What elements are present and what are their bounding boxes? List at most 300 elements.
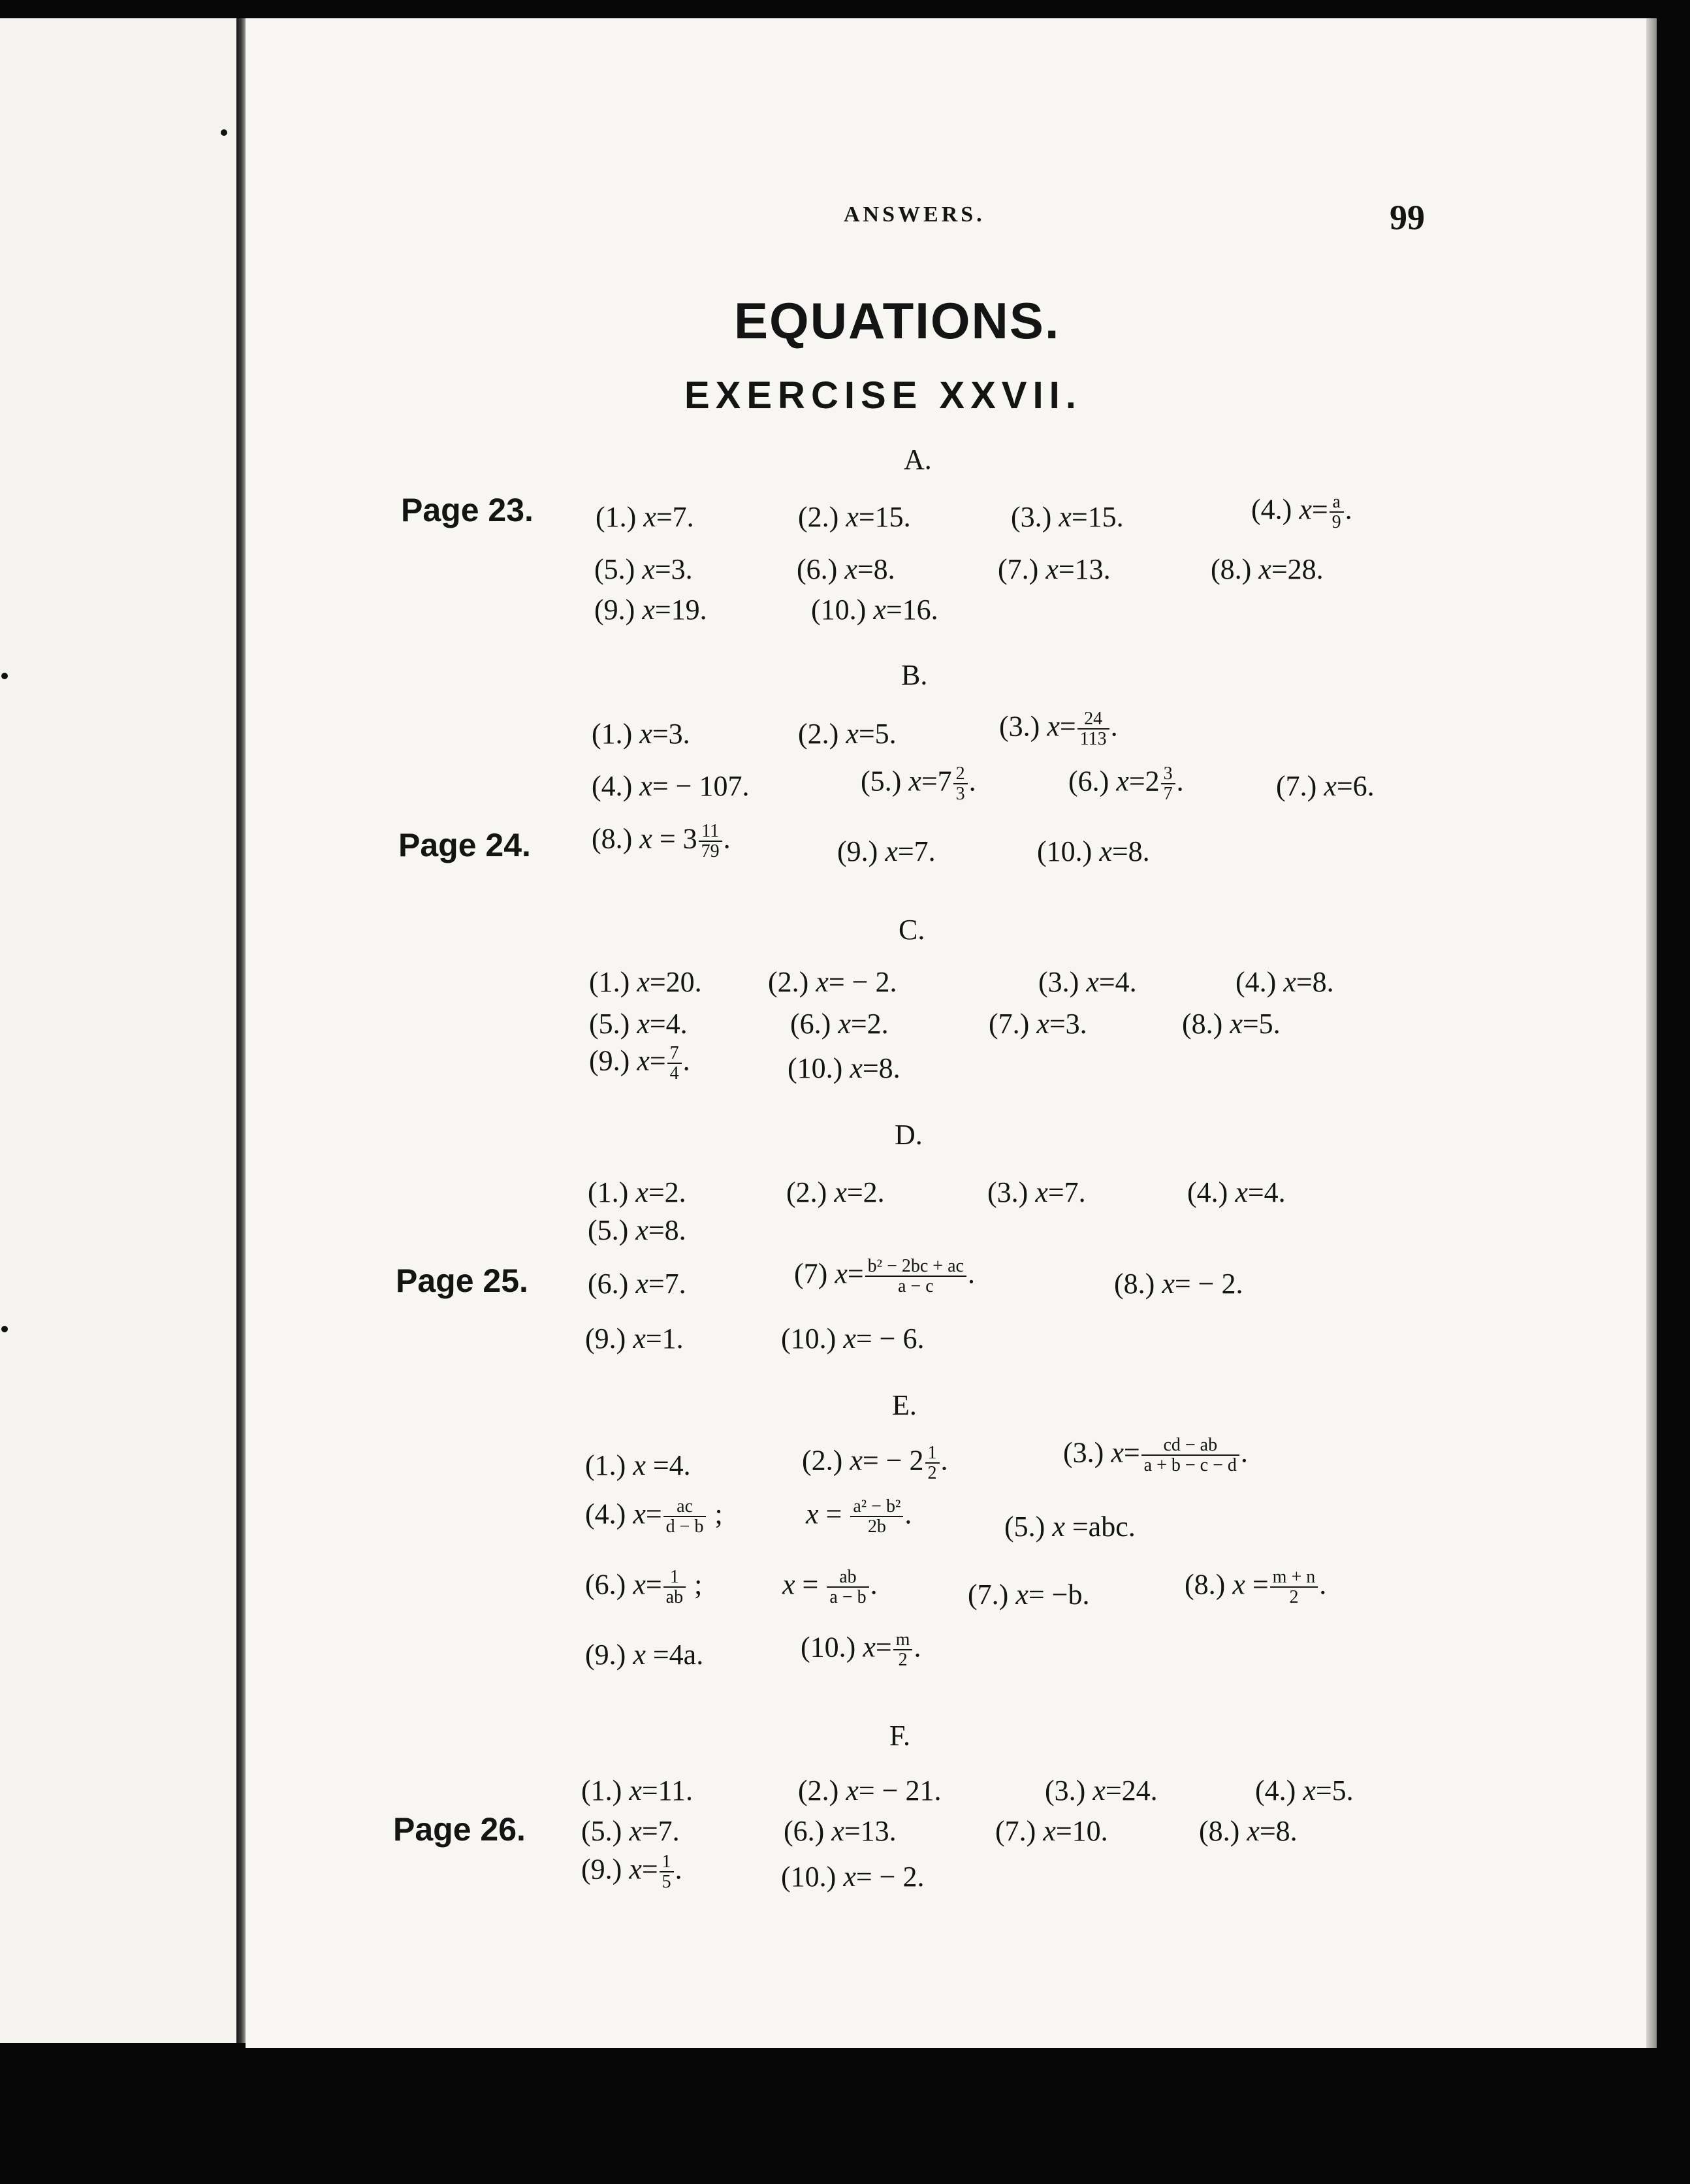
answer-value: 8.: [873, 553, 895, 585]
answer-number: (8.): [592, 822, 640, 855]
answer-number: (8.): [1199, 1815, 1247, 1847]
answer-value: 3: [682, 822, 697, 855]
answer-number: (7.): [998, 553, 1046, 585]
answer: [1276, 769, 1375, 803]
answer-value: 3.: [671, 553, 693, 585]
variable: x: [885, 835, 898, 867]
answer: [589, 1007, 688, 1040]
variable: x: [1092, 1774, 1106, 1807]
answer-value: 15.: [874, 501, 911, 533]
answer-value: − 2.: [872, 1861, 925, 1893]
answer-punctuation: .: [1345, 493, 1352, 526]
page-number: 99: [1390, 198, 1425, 237]
page-reference-label: Page 25.: [396, 1262, 528, 1299]
variable: x: [635, 1268, 648, 1300]
answer-value: 4.: [665, 1008, 688, 1040]
fraction: [663, 1497, 707, 1537]
numerator: 11: [699, 822, 722, 842]
answer-value: 7.: [664, 1268, 686, 1300]
denominator: 3: [955, 784, 965, 805]
answer-value: 8.: [1312, 966, 1334, 998]
numerator: b² − 2bc + ac: [865, 1257, 966, 1277]
page-edge: [1646, 18, 1657, 2048]
variable: x: [844, 553, 857, 585]
variable: x: [908, 765, 921, 797]
facing-page: [0, 18, 240, 2043]
equals-sign: =: [1028, 1579, 1045, 1611]
fraction: [827, 1567, 869, 1607]
answer-value: 4a.: [669, 1639, 704, 1671]
answer-number: (3.): [1011, 501, 1059, 533]
equals-sign: =: [1049, 1008, 1066, 1040]
variable: x: [639, 822, 652, 855]
answer-number: (6.): [784, 1815, 832, 1847]
equals-sign: =: [1296, 966, 1313, 998]
equals-sign: =: [1098, 966, 1115, 998]
answer-number: (6.): [588, 1268, 636, 1300]
answer-value: 20.: [665, 966, 702, 998]
denominator: 4: [669, 1063, 679, 1084]
answer-punctuation: .: [682, 1044, 690, 1077]
answer: [1068, 764, 1184, 804]
equals-sign: =: [1259, 1815, 1276, 1847]
fraction: [1330, 492, 1344, 532]
answer-number: (4.): [1236, 966, 1284, 998]
fraction: [865, 1257, 966, 1296]
answer-number: (6.): [797, 553, 845, 585]
equals-sign: =: [885, 594, 902, 626]
answer-number: (1.): [592, 718, 640, 750]
equals-sign: =: [1059, 710, 1076, 743]
answer-number: (3.): [1038, 966, 1087, 998]
answer-value: 2: [1145, 765, 1160, 797]
answer: [801, 1630, 921, 1670]
answer-punctuation: .: [870, 1568, 878, 1601]
answer: [998, 553, 1111, 586]
answer: [861, 764, 976, 804]
variable: x: [1283, 966, 1296, 998]
answer-value: 13.: [1074, 553, 1111, 585]
answer-punctuation: .: [1319, 1568, 1327, 1601]
equals-sign: =: [645, 1498, 662, 1530]
equals-sign: =: [855, 1323, 872, 1355]
answer-value: 3.: [1065, 1008, 1087, 1040]
numerator: 1: [663, 1567, 686, 1588]
answer-number: (9.): [585, 1323, 633, 1355]
equals-sign: =: [828, 966, 845, 998]
numerator: m: [893, 1630, 913, 1650]
variable: x: [1052, 1511, 1065, 1543]
answer-number: (1.): [596, 501, 644, 533]
fraction: [1270, 1567, 1318, 1607]
book-gutter: [236, 18, 246, 2043]
answer-number: (5.): [1004, 1511, 1053, 1543]
fraction: [1141, 1436, 1239, 1475]
answer-number: (6.): [790, 1008, 838, 1040]
variable: x: [863, 1631, 876, 1663]
answer-number: (10.): [811, 594, 874, 626]
answer-number: (4.): [1187, 1176, 1236, 1208]
variable: x: [635, 1214, 648, 1246]
numerator: 1: [925, 1443, 940, 1464]
variable: x: [642, 594, 655, 626]
answer: [1255, 1774, 1354, 1807]
answer-punctuation: .: [675, 1853, 682, 1886]
answer-value: 4.: [1115, 966, 1137, 998]
answer-value: 6.: [1352, 770, 1375, 802]
answer-value: 7.: [914, 835, 936, 867]
answer-value: 5.: [1331, 1774, 1354, 1807]
answer-value: − 2: [878, 1444, 924, 1477]
answer: [1011, 500, 1124, 534]
equals-sign: =: [857, 553, 874, 585]
answer-number: (2.): [786, 1176, 835, 1208]
denominator: 7: [1163, 784, 1173, 805]
equals-sign: =: [862, 1052, 879, 1084]
numerator: ac: [663, 1497, 707, 1517]
variable: x: [1015, 1579, 1028, 1611]
fraction: [660, 1852, 674, 1892]
speck: [1, 673, 8, 679]
variable: x: [1045, 553, 1059, 585]
denominator: a − c: [897, 1276, 934, 1297]
answer-punctuation: .: [967, 1257, 975, 1290]
equals-sign: =: [1105, 1774, 1122, 1807]
answer-number: (10.): [788, 1052, 850, 1084]
answer-number: (4.): [1251, 493, 1299, 526]
answer: [1251, 492, 1352, 532]
equals-sign: =: [1174, 1268, 1191, 1300]
answer: [784, 1814, 897, 1848]
equals-sign: =: [1055, 1815, 1072, 1847]
answer-value: 2.: [863, 1176, 885, 1208]
variable: x: [1047, 710, 1060, 743]
equals-sign: =: [858, 718, 875, 750]
answer: [781, 1322, 925, 1355]
answer-value: 16.: [902, 594, 938, 626]
answer: [585, 1449, 691, 1482]
answer-number: (7.): [989, 1008, 1037, 1040]
answer-value: − 107.: [668, 770, 750, 802]
answer: [1038, 965, 1137, 999]
page-title: EQUATIONS.: [734, 292, 1060, 349]
answer-number: (1.): [589, 966, 637, 998]
equals-sign: =: [654, 553, 671, 585]
answer-number: (5.): [594, 553, 643, 585]
equals-sign: =: [645, 1323, 662, 1355]
answer-value: − 2.: [844, 966, 897, 998]
answer: [1045, 1774, 1158, 1807]
variable: x: [633, 1323, 646, 1355]
variable: x: [635, 1176, 648, 1208]
answer-punctuation: .: [723, 822, 731, 855]
answer-number: (3.): [987, 1176, 1036, 1208]
variable: x: [639, 718, 652, 750]
answer: [1063, 1436, 1248, 1475]
variable: x: [1230, 1008, 1243, 1040]
answer: [1114, 1267, 1243, 1300]
equals-sign: =: [1058, 553, 1075, 585]
answer-number: (10.): [781, 1861, 844, 1893]
answer-punctuation: .: [1176, 765, 1184, 797]
equals-sign: =: [1242, 1008, 1259, 1040]
answer-value: 5.: [1258, 1008, 1281, 1040]
equals-sign: =: [1064, 1511, 1089, 1543]
equals-sign: =: [652, 822, 683, 855]
numerator: 7: [667, 1044, 682, 1064]
answer: [581, 1852, 682, 1892]
answer-value: 7: [937, 765, 952, 797]
equals-sign: =: [656, 501, 673, 533]
variable: x: [1247, 1815, 1260, 1847]
section-letter: A.: [904, 443, 932, 475]
variable: x: [629, 1774, 642, 1807]
answer: [594, 593, 707, 626]
answer: [811, 593, 938, 626]
answer: [788, 1052, 901, 1085]
equals-sign: =: [641, 1815, 658, 1847]
variable: x: [816, 966, 829, 998]
answer-value: 8.: [878, 1052, 901, 1084]
answer-number: (7.): [995, 1815, 1044, 1847]
variable: x: [846, 1774, 859, 1807]
equals-sign: =: [641, 1853, 658, 1886]
answer: [995, 1814, 1108, 1848]
section-letter: C.: [899, 914, 925, 946]
answer-number: (2.): [798, 718, 846, 750]
answer: [786, 1176, 885, 1209]
variable: x: [1059, 501, 1072, 533]
equals-sign: =: [1311, 493, 1328, 526]
answer-number: (3.): [1045, 1774, 1093, 1807]
equals-sign: =: [855, 1861, 872, 1893]
answer-value: 19.: [671, 594, 707, 626]
variable: x: [643, 501, 656, 533]
page-reference-label: Page 23.: [401, 492, 534, 528]
answer-number: (2.): [802, 1444, 850, 1477]
fraction: [953, 764, 968, 804]
equals-sign: =: [652, 770, 669, 802]
variable: x: [629, 1815, 642, 1847]
equals-sign: =: [844, 1815, 861, 1847]
answer-value: − 21.: [874, 1774, 942, 1807]
answer: [585, 1567, 702, 1607]
equals-sign: =: [645, 1568, 662, 1601]
section-letter: F.: [889, 1720, 910, 1752]
answer: [802, 1443, 948, 1483]
variable: x: [633, 1449, 646, 1481]
variable: x: [1036, 1008, 1049, 1040]
denominator: 5: [662, 1872, 671, 1893]
variable: x: [1258, 553, 1271, 585]
speck: [221, 129, 227, 136]
variable: x: [831, 1815, 844, 1847]
answer: [1037, 835, 1150, 868]
answer: [1236, 965, 1334, 999]
answer-number: (9.): [837, 835, 885, 867]
variable: x: [633, 1568, 646, 1601]
answer: [592, 822, 731, 861]
answer: [1185, 1567, 1326, 1607]
answer: [588, 1213, 686, 1247]
answer-number: (3.): [1063, 1436, 1111, 1469]
equals-sign: =: [1315, 1774, 1332, 1807]
numerator: 1: [660, 1852, 674, 1872]
equals-sign: =: [858, 501, 875, 533]
answer: [806, 1497, 912, 1537]
variable: x: [633, 1639, 646, 1671]
variable: x: [1099, 835, 1112, 867]
answer: [581, 1774, 693, 1807]
answer-number: (7.): [1276, 770, 1324, 802]
section-letter: D.: [895, 1119, 923, 1151]
answer: [837, 835, 936, 868]
equals-sign: =: [645, 1449, 669, 1481]
equals-sign: =: [1336, 770, 1353, 802]
answer-number: (1.): [588, 1176, 636, 1208]
variable: x: [846, 718, 859, 750]
denominator: 2b: [867, 1517, 886, 1537]
denominator: 113: [1079, 729, 1107, 750]
answer-value: 3.: [668, 718, 690, 750]
answer-number: (2.): [798, 1774, 846, 1807]
numerator: a: [1330, 492, 1344, 513]
equals-sign: =: [795, 1568, 826, 1601]
answer-number: (7.): [968, 1579, 1016, 1611]
answer-number: (6.): [585, 1568, 633, 1601]
answer-punctuation: .: [914, 1631, 921, 1663]
answer-number: (2.): [798, 501, 846, 533]
equals-sign: =: [921, 765, 938, 797]
answer: [797, 553, 895, 586]
answer: [798, 717, 897, 750]
equals-sign: =: [652, 718, 669, 750]
equals-sign: =: [1245, 1568, 1269, 1601]
denominator: 2: [927, 1463, 937, 1484]
equals-sign: =: [1128, 765, 1145, 797]
fraction: [850, 1497, 903, 1537]
answer: [782, 1567, 878, 1607]
answer-value: 15.: [1087, 501, 1124, 533]
answer: [798, 500, 911, 534]
answer-punctuation: .: [1240, 1436, 1248, 1469]
answer-number: (5.): [581, 1815, 630, 1847]
answer: [585, 1497, 723, 1537]
equals-sign: =: [862, 1444, 879, 1477]
variable: x: [1303, 1774, 1316, 1807]
equals-sign: =: [847, 1257, 864, 1290]
answer-number: (10.): [801, 1631, 863, 1663]
answer: [987, 1176, 1086, 1209]
answer: [588, 1267, 686, 1300]
answer: [968, 1578, 1090, 1611]
equals-sign: =: [818, 1498, 850, 1530]
answer-number: (1.): [585, 1449, 633, 1481]
running-header: ANSWERS.: [844, 202, 985, 227]
answer: [585, 1638, 703, 1671]
variable: x: [834, 1176, 847, 1208]
fraction: [1077, 709, 1109, 749]
answer: [589, 965, 702, 999]
answer-punctuation: ;: [687, 1568, 703, 1601]
variable: x: [637, 1008, 650, 1040]
answer: [585, 1322, 684, 1355]
answer-number: (7): [794, 1257, 835, 1290]
answer-value: −b.: [1044, 1579, 1090, 1611]
variable: x: [835, 1257, 848, 1290]
answer: [592, 769, 750, 803]
denominator: d − b: [665, 1517, 704, 1537]
variable: x: [873, 594, 886, 626]
answer-value: 8.: [1128, 835, 1150, 867]
variable: x: [1299, 493, 1312, 526]
equals-sign: =: [1071, 501, 1088, 533]
answer: [1004, 1510, 1136, 1543]
answer: [1182, 1007, 1281, 1040]
answer-number: (1.): [581, 1774, 630, 1807]
equals-sign: =: [648, 1176, 665, 1208]
denominator: ab: [665, 1587, 684, 1608]
equals-sign: =: [648, 1214, 665, 1246]
equals-sign: =: [858, 1774, 875, 1807]
variable: x: [782, 1568, 795, 1601]
answer: [798, 1774, 942, 1807]
equals-sign: =: [649, 966, 666, 998]
variable: x: [642, 553, 655, 585]
numerator: m + n: [1270, 1567, 1318, 1588]
answer-value: − 2.: [1190, 1268, 1243, 1300]
answer: [588, 1176, 686, 1209]
answer: [596, 500, 694, 534]
page-reference-label: Page 26.: [393, 1811, 526, 1848]
variable: x: [850, 1052, 863, 1084]
equals-sign: =: [648, 1268, 665, 1300]
answer-number: (9.): [594, 594, 643, 626]
answer-number: (8.): [1185, 1568, 1233, 1601]
answer-number: (8.): [1211, 553, 1259, 585]
numerator: a² − b²: [850, 1497, 903, 1517]
answer: [794, 1257, 975, 1296]
variable: x: [846, 501, 859, 533]
variable: x: [1162, 1268, 1175, 1300]
answer-number: (9.): [581, 1853, 630, 1886]
section-letter: B.: [901, 659, 928, 691]
variable: x: [1324, 770, 1337, 802]
answer-number: (5.): [861, 765, 909, 797]
answer-number: (6.): [1068, 765, 1117, 797]
answer-value: 5.: [874, 718, 897, 750]
answer-value: 2.: [867, 1008, 889, 1040]
answer-number: (4.): [592, 770, 640, 802]
denominator: 2: [898, 1650, 908, 1671]
answer-number: (10.): [781, 1323, 844, 1355]
answer-value: 2.: [664, 1176, 686, 1208]
answer-number: (8.): [1182, 1008, 1230, 1040]
denominator: 9: [1331, 512, 1341, 533]
equals-sign: =: [1247, 1176, 1264, 1208]
fraction: [667, 1044, 682, 1084]
equals-sign: =: [649, 1044, 666, 1077]
answer-number: (5.): [588, 1214, 636, 1246]
equals-sign: =: [1111, 835, 1128, 867]
fraction: [1161, 764, 1175, 804]
variable: x: [629, 1853, 642, 1886]
answer-punctuation: .: [1110, 710, 1118, 743]
answer-punctuation: .: [904, 1498, 912, 1530]
answer-punctuation: .: [940, 1444, 948, 1477]
answer-value: 13.: [860, 1815, 897, 1847]
answer-punctuation: ;: [707, 1498, 723, 1530]
